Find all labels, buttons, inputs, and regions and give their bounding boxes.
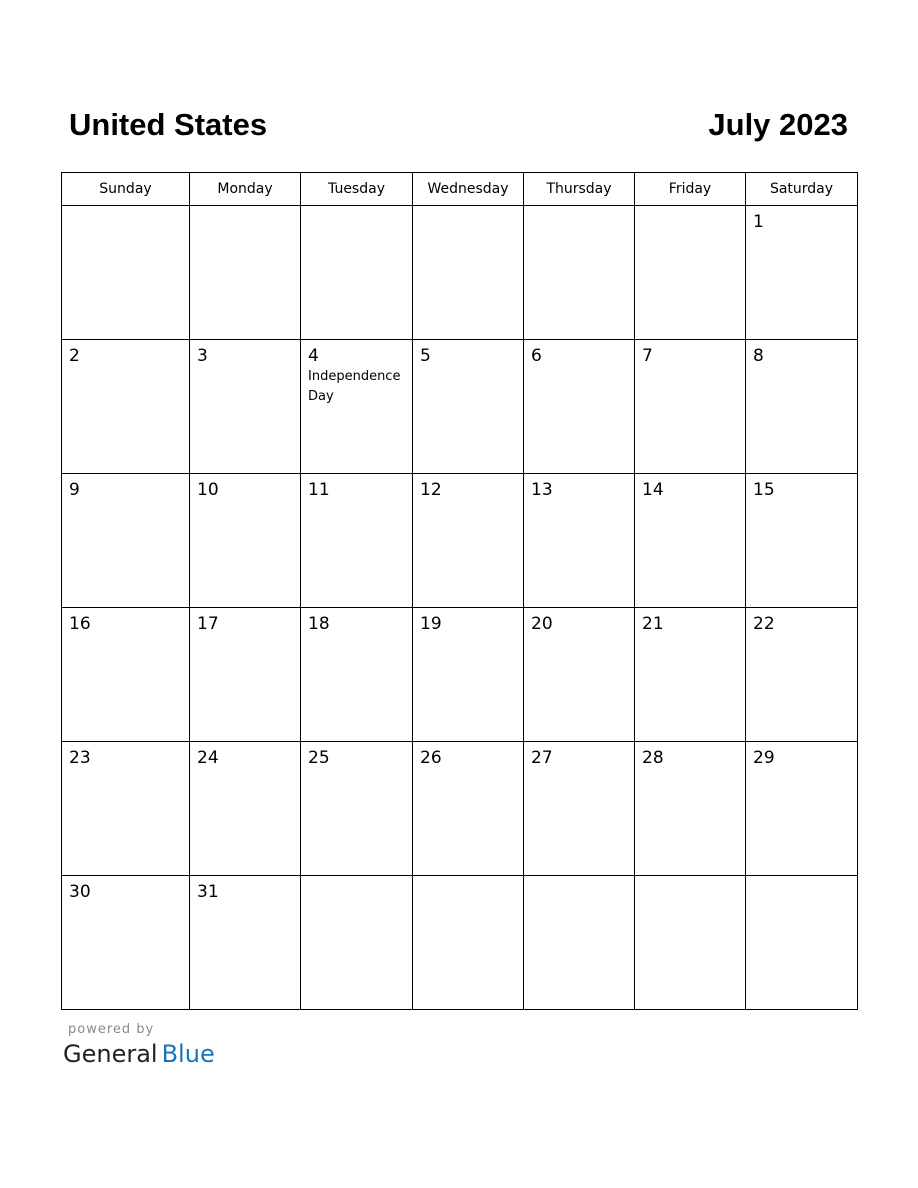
weekday-thursday: Thursday	[524, 173, 635, 206]
logo-general-text: General	[63, 1040, 158, 1068]
day-cell	[62, 742, 190, 876]
day-cell	[524, 608, 635, 742]
day-number	[635, 876, 745, 881]
day-cell	[746, 340, 858, 474]
week-row	[62, 876, 858, 1010]
day-cell	[635, 206, 746, 340]
day-number: 31	[197, 882, 219, 902]
weekday-tuesday: Tuesday	[301, 173, 413, 206]
day-cell	[524, 876, 635, 1010]
day-cell	[635, 474, 746, 608]
day-cell	[190, 340, 301, 474]
day-number: 22	[753, 614, 775, 634]
day-cell	[413, 474, 524, 608]
calendar-grid	[61, 172, 858, 1010]
day-cell	[413, 340, 524, 474]
day-number: 21	[642, 614, 664, 634]
day-cell	[413, 608, 524, 742]
day-cell	[746, 206, 858, 340]
day-number: 25	[308, 748, 330, 768]
logo-blue-text: Blue	[161, 1040, 215, 1068]
holiday-label: Independence Day	[308, 369, 401, 404]
week-row	[62, 608, 858, 742]
day-number	[301, 206, 412, 211]
day-number: 27	[531, 748, 553, 768]
day-cell	[524, 474, 635, 608]
weekday-saturday: Saturday	[746, 173, 858, 206]
weekday-header-row	[62, 173, 858, 206]
week-row	[62, 742, 858, 876]
day-cell	[62, 340, 190, 474]
day-cell	[301, 206, 413, 340]
powered-by-text: powered by	[68, 1022, 155, 1037]
day-number: 16	[69, 614, 91, 634]
day-number	[413, 876, 523, 881]
day-cell	[635, 742, 746, 876]
day-number	[635, 206, 745, 211]
day-number: 7	[642, 346, 653, 366]
day-cell	[413, 206, 524, 340]
day-cell	[413, 876, 524, 1010]
day-cell	[524, 340, 635, 474]
weekday-wednesday: Wednesday	[413, 173, 524, 206]
day-cell	[746, 876, 858, 1010]
day-number: 28	[642, 748, 664, 768]
day-number: 20	[531, 614, 553, 634]
day-number	[301, 876, 412, 881]
weekday-monday: Monday	[190, 173, 301, 206]
day-number: 11	[308, 480, 330, 500]
day-cell	[746, 742, 858, 876]
day-cell	[524, 742, 635, 876]
day-cell	[190, 742, 301, 876]
day-cell	[635, 876, 746, 1010]
day-cell	[746, 608, 858, 742]
day-cell	[301, 876, 413, 1010]
day-cell	[635, 608, 746, 742]
day-number: 18	[308, 614, 330, 634]
month-title: July 2023	[708, 107, 848, 142]
day-number: 26	[420, 748, 442, 768]
country-title: United States	[69, 107, 268, 142]
day-number: 8	[753, 346, 764, 366]
day-cell	[190, 876, 301, 1010]
day-cell	[746, 474, 858, 608]
day-cell	[62, 876, 190, 1010]
day-number: 3	[197, 346, 208, 366]
day-number: 5	[420, 346, 431, 366]
day-cell	[301, 340, 413, 474]
day-number: 30	[69, 882, 91, 902]
day-number: 23	[69, 748, 91, 768]
day-cell	[190, 206, 301, 340]
day-number: 19	[420, 614, 442, 634]
day-number: 2	[69, 346, 80, 366]
day-cell	[301, 608, 413, 742]
weekday-sunday: Sunday	[62, 173, 190, 206]
day-number: 4	[308, 346, 319, 366]
day-cell	[190, 608, 301, 742]
day-cell	[301, 474, 413, 608]
day-number	[746, 876, 857, 881]
generalblue-logo[interactable]	[63, 1039, 215, 1069]
day-number: 15	[753, 480, 775, 500]
day-number: 24	[197, 748, 219, 768]
day-cell	[413, 742, 524, 876]
day-number	[524, 876, 634, 881]
week-row	[62, 206, 858, 340]
day-number: 10	[197, 480, 219, 500]
day-cell	[635, 340, 746, 474]
week-row	[62, 474, 858, 608]
day-cell	[301, 742, 413, 876]
day-cell	[524, 206, 635, 340]
day-number	[190, 206, 300, 211]
day-number: 17	[197, 614, 219, 634]
day-number: 29	[753, 748, 775, 768]
day-number: 6	[531, 346, 542, 366]
day-number	[413, 206, 523, 211]
day-cell	[190, 474, 301, 608]
day-number: 14	[642, 480, 664, 500]
day-number: 1	[753, 212, 764, 232]
day-number	[524, 206, 634, 211]
day-number: 12	[420, 480, 442, 500]
day-cell	[62, 608, 190, 742]
day-number	[62, 206, 189, 211]
day-cell	[62, 206, 190, 340]
week-row	[62, 340, 858, 474]
day-cell	[62, 474, 190, 608]
weekday-friday: Friday	[635, 173, 746, 206]
day-number: 13	[531, 480, 553, 500]
day-number: 9	[69, 480, 80, 500]
